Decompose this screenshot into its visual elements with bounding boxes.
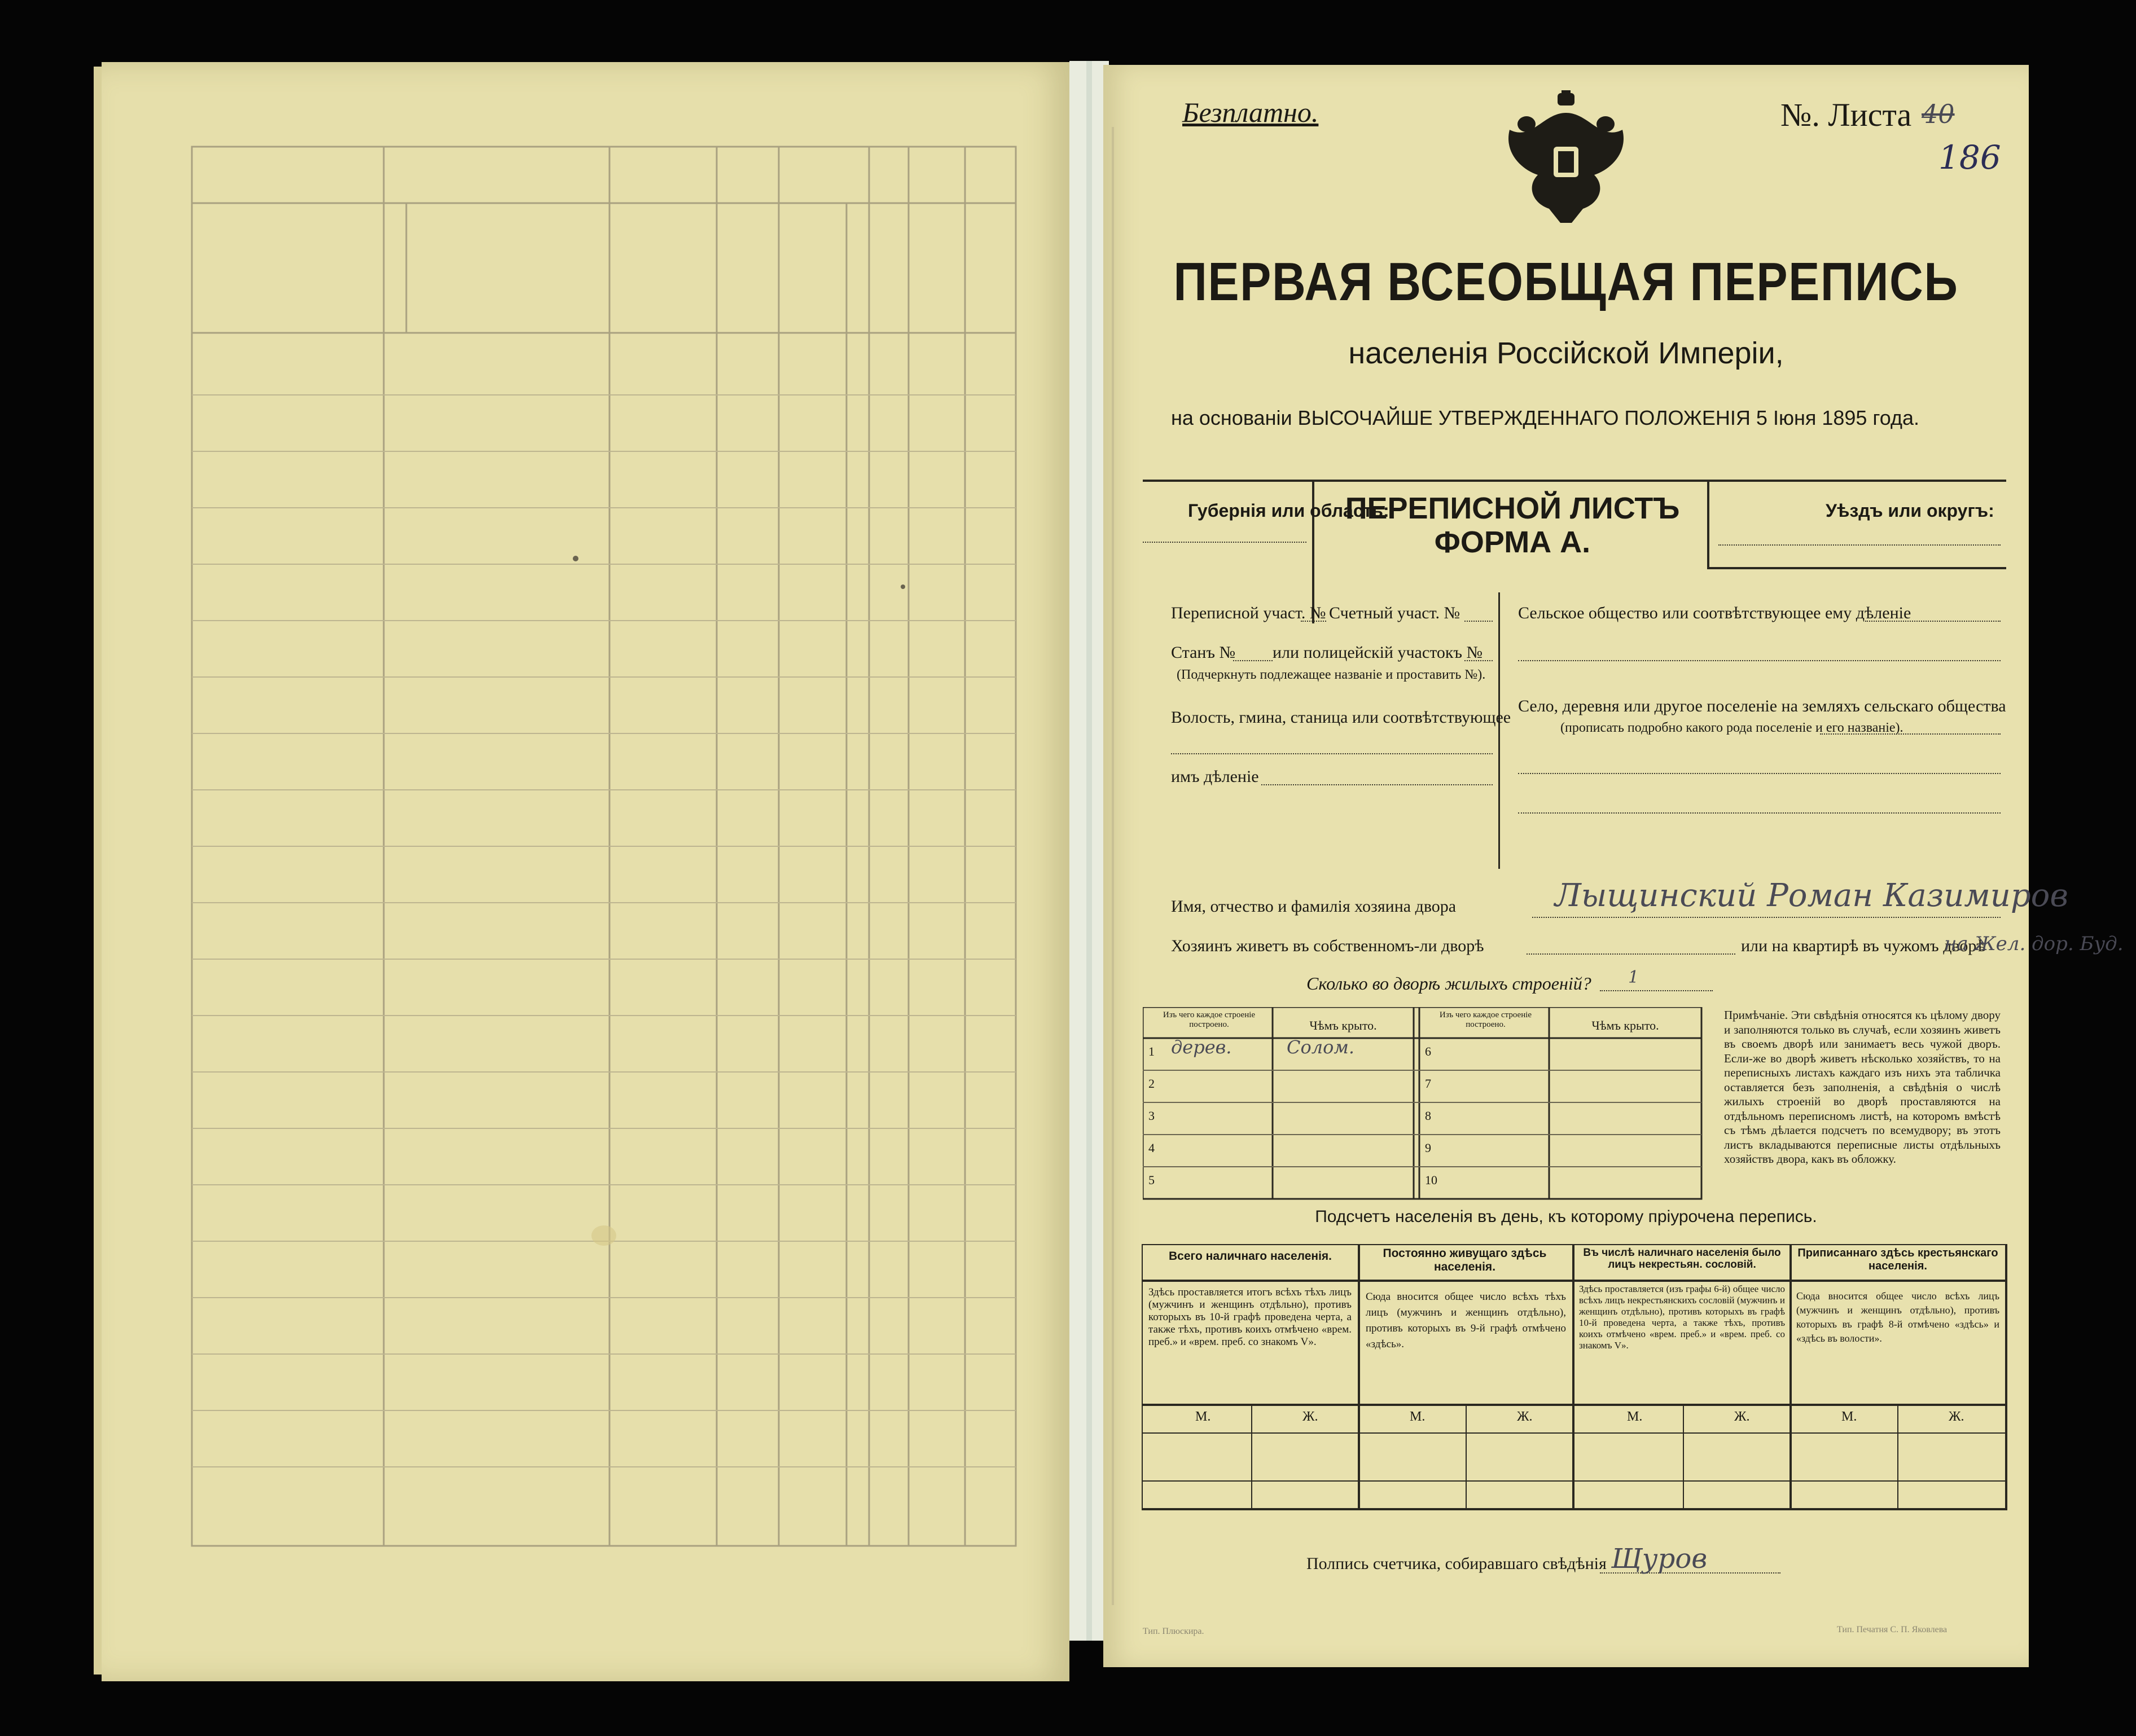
- residence-label-rent: или на квартирѣ въ чужомъ дворѣ: [1741, 937, 1986, 955]
- residence-handwritten: на Жел. дор. Буд.: [1944, 933, 2124, 955]
- residence-own-field[interactable]: [1527, 953, 1735, 955]
- owner-handwritten: Лыщинский Роман Казимиров: [1555, 877, 2068, 914]
- female-header: Ж.: [1949, 1409, 1964, 1424]
- buildings-note: Примѣчаніе. Эти свѣдѣнія относятся къ цѣлому двору и заполняются только въ случаѣ, если хозяинъ живетъ въ своемъ дворѣ или занимаетъ весь чужой дворъ. Если-же во дворѣ живетъ нѣсколько хозяйствъ, то на переписныхъ листахъ каждаго изъ нихъ эта табличка оставляется безъ заполненія, а свѣдѣнія о числѣ жилыхъ строеній во дворѣ проставляются на отдѣльномъ переписномъ листѣ, на которомъ вмѣстѣ съ тѣмъ дѣлается подсчетъ по всемудвору; въ этотъ листъ вкладываются переписные листы отдѣльныхъ хозяйствъ двора, какъ въ обложку.: [1724, 1008, 2001, 1166]
- building-row-number: 4: [1148, 1141, 1155, 1155]
- document-subtitle: населенія Россійской Имперіи,: [1348, 336, 1784, 370]
- village-label: Село, деревня или другое поселеніе на земляхъ сельскаго общества: [1518, 697, 2006, 715]
- building-row-number: 8: [1425, 1109, 1431, 1123]
- sheet-number-struck: 40: [1922, 99, 1955, 129]
- legal-basis: на основаніи ВЫСОЧАЙШЕ УТВЕРЖДЕННАГО ПОЛОЖЕНІЯ 5 Іюня 1895 года.: [1171, 406, 1920, 429]
- village-field-3[interactable]: [1518, 812, 2001, 814]
- count-col-header: Въ числѣ наличнаго населенія было лицъ некрестьян. сословій.: [1583, 1247, 1781, 1271]
- header-box-bottom: [1707, 567, 2006, 569]
- census-area-field[interactable]: [1301, 621, 1326, 622]
- document-title: ПЕРВАЯ ВСЕОБЩАЯ ПЕРЕПИСЬ: [1173, 252, 1959, 312]
- built-col-header-left: Изъ чего каждое строеніе построено.: [1163, 1010, 1256, 1029]
- count-area-label: Счетный участ. №: [1329, 604, 1460, 622]
- volost-label: Волость, гмина, станица или соотвѣтствующее: [1171, 708, 1511, 727]
- census-area-label: Переписной участ. №: [1171, 604, 1326, 622]
- rural-society-field[interactable]: [1865, 621, 2001, 622]
- building-row-number: 7: [1425, 1076, 1431, 1091]
- building-row-number: 10: [1425, 1173, 1437, 1187]
- signature-label: Полпись счетчика, собиравшаго свѣдѣнія: [1306, 1554, 1607, 1573]
- province-field[interactable]: [1143, 542, 1306, 543]
- rural-society-label: Сельское общество или соотвѣтствующее ему дѣленіе: [1518, 604, 1911, 622]
- page-stack-edge: [94, 67, 102, 1675]
- village-field-1[interactable]: [1820, 733, 2001, 735]
- count-col-header: Всего наличнаго населенія.: [1168, 1250, 1332, 1263]
- stan-label: Станъ №: [1171, 643, 1236, 662]
- row1-roof-handwritten: Солом.: [1287, 1036, 1355, 1058]
- building-row-number: 3: [1148, 1109, 1155, 1123]
- count-col-desc: Сюда вносится общее число всѣхъ тѣхъ лицъ (мужчинъ и женщинъ отдѣльно), противъ которыхъ въ 9-й графѣ отмѣчено «здѣсь».: [1366, 1291, 1566, 1350]
- building-row-number: 5: [1148, 1173, 1155, 1187]
- built-col-header-right: Изъ чего каждое строеніе построено.: [1439, 1010, 1532, 1029]
- building-row-number: 6: [1425, 1044, 1431, 1058]
- male-header: М.: [1410, 1409, 1426, 1424]
- province-label: Губернія или область:: [1188, 500, 1389, 521]
- buildings-label: Сколько во дворѣ жилыхъ строеній?: [1306, 973, 1591, 994]
- roof-col-header-right: Чѣмъ крыто.: [1591, 1018, 1659, 1032]
- owner-label: Имя, отчество и фамилія хозяина двора: [1171, 897, 1457, 916]
- stan-field[interactable]: [1233, 660, 1273, 661]
- buildings-handwritten: 1: [1628, 968, 1639, 987]
- police-area-label: или полицейскій участокъ №: [1273, 643, 1483, 662]
- building-row-number: 9: [1425, 1141, 1431, 1155]
- left-page-faint-table: [102, 62, 1069, 1681]
- male-header: М.: [1195, 1409, 1211, 1424]
- count-title: Подсчетъ населенія въ день, къ которому пріурочена перепись.: [1315, 1207, 1817, 1226]
- owner-field[interactable]: [1532, 917, 2001, 918]
- enumerator-signature: Щуров: [1611, 1543, 1708, 1575]
- village-note: (прописать подробно какого рода поселеніе и его названіе).: [1560, 720, 1903, 735]
- underline-note: (Подчеркнуть подлежащее названіе и проставить №).: [1177, 667, 1486, 682]
- printer-left: Тип. Плюскира.: [1143, 1627, 1204, 1636]
- police-area-field[interactable]: [1464, 660, 1493, 661]
- count-col-desc: Здѣсь проставляется итогъ всѣхъ тѣхъ лицъ (мужчинъ и женщинъ отдѣльно), противъ которыхъ въ 10-й графѣ проведена черта, а также тѣхъ, противъ коихъ отмѣчено «врем. преб.» и «врем. преб. со знакомъ V».: [1148, 1286, 1352, 1348]
- row1-built-handwritten: дерев.: [1171, 1036, 1232, 1058]
- district-field[interactable]: [1718, 544, 2001, 546]
- population-count-table: [1142, 1244, 2011, 1515]
- residence-label-own: Хозяинъ живетъ въ собственномъ-ли дворѣ: [1171, 937, 1484, 955]
- printer-right: Тип. Печатня С. П. Яковлева: [1837, 1625, 1948, 1634]
- female-header: Ж.: [1517, 1409, 1533, 1424]
- form-subtitle: ФОРМА А.: [1434, 525, 1591, 559]
- count-col-desc: Здѣсь проставляется (изъ графы 6-й) общее число всѣхъ лицъ некрестьянскихъ сословій (мужчинъ и женщинъ отдѣльно), противъ которыхъ въ графѣ 10-й проведена черта, а также тѣхъ, противъ коихъ отмѣчено «врем. преб.» и «врем. преб. со знакомъ V».: [1579, 1284, 1785, 1351]
- address-divider: [1498, 592, 1500, 869]
- male-header: М.: [1627, 1409, 1643, 1424]
- count-col-header: Постоянно живущаго здѣсь населенія.: [1383, 1247, 1547, 1273]
- left-page: [102, 62, 1069, 1681]
- sheet-number-handwritten: 186: [1938, 138, 2001, 177]
- form-title: ПЕРЕПИСНОЙ ЛИСТЪ: [1345, 491, 1680, 525]
- header-divider-right: [1707, 480, 1709, 569]
- volost-field-1[interactable]: [1171, 753, 1493, 754]
- rural-society-field-2[interactable]: [1518, 660, 2001, 661]
- census-form-page: [1103, 65, 2124, 1667]
- roof-col-header-left: Чѣмъ крыто.: [1309, 1018, 1377, 1032]
- building-row-number: 2: [1148, 1076, 1155, 1091]
- female-header: Ж.: [1734, 1409, 1750, 1424]
- female-header: Ж.: [1302, 1409, 1318, 1424]
- count-area-field[interactable]: [1464, 621, 1493, 622]
- free-label: Безплатно.: [1182, 96, 1319, 128]
- volost-field-2[interactable]: [1261, 784, 1493, 785]
- header-box-top: [1143, 480, 2006, 482]
- district-label: Уѣздъ или округъ:: [1826, 500, 1994, 521]
- sheet-number-label: №. Листа: [1780, 96, 1912, 133]
- page-spine-shadow: [1086, 61, 1092, 1641]
- double-headed-eagle-icon: [1498, 90, 1634, 228]
- village-field-2[interactable]: [1518, 773, 2001, 774]
- building-row-number: 1: [1148, 1044, 1155, 1058]
- volost-label-2: имъ дѣленіе: [1171, 767, 1259, 786]
- male-header: М.: [1841, 1409, 1857, 1424]
- buildings-field[interactable]: [1600, 990, 1713, 991]
- count-col-header: Приписаннаго здѣсь крестьянскаго населенія.: [1797, 1247, 1998, 1272]
- count-col-desc: Сюда вносится общее число всѣхъ лицъ (мужчинъ и женщинъ отдѣльно), противъ которыхъ въ графѣ 8-й отмѣчено «здѣсь» и «здѣсь въ волости».: [1796, 1290, 1999, 1344]
